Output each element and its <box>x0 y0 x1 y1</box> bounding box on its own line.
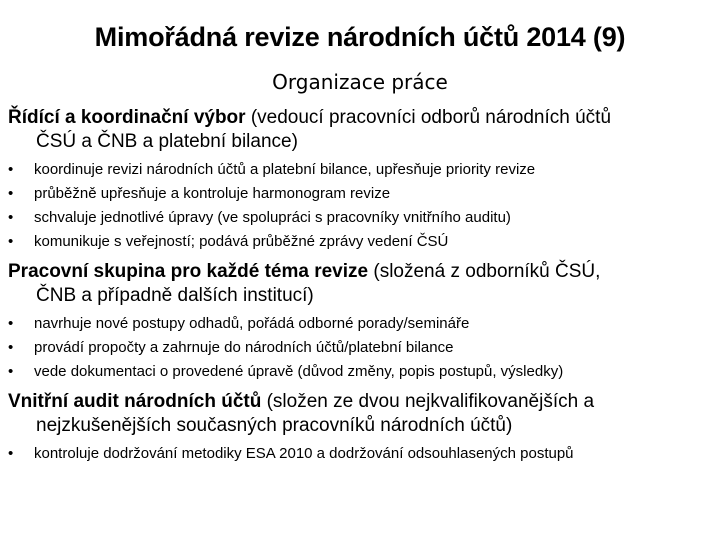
slide-title: Mimořádná revize národních účtů 2014 (9) <box>94 22 626 52</box>
slide-subtitle: Organizace práce <box>272 70 448 94</box>
list-item <box>8 158 714 182</box>
section-internal-audit <box>8 390 714 466</box>
list-item <box>8 442 714 466</box>
bullet-list <box>8 312 714 384</box>
section-heading-bold: Řídící a koordinační výbor <box>8 107 246 128</box>
section-heading-text-line2: nejzkušenějších současných pracovníků národních účtů) <box>36 415 513 436</box>
section-steering-committee <box>8 106 714 254</box>
section-heading-text: (složen ze dvou nejkvalifikovanějších a <box>261 391 595 412</box>
list-item-text: schvaluje jednotlivé úpravy (ve spolupráci s pracovníky vnitřního auditu) <box>34 209 511 226</box>
list-item <box>8 360 714 384</box>
section-heading-bold: Vnitřní audit národních účtů <box>8 391 262 412</box>
bullet-list <box>8 158 714 254</box>
bullet-icon: • <box>8 339 14 356</box>
section-heading <box>8 106 714 154</box>
list-item-text: komunikuje s veřejností; podává průběžné zprávy vedení ČSÚ <box>34 233 449 250</box>
list-item-text: navrhuje nové postupy odhadů, pořádá odborné porady/semináře <box>34 315 470 332</box>
list-item <box>8 336 714 360</box>
section-working-group <box>8 260 714 384</box>
bullet-icon: • <box>8 209 14 226</box>
section-heading-text: (vedoucí pracovníci odborů národních účtů <box>245 107 612 128</box>
list-item-text: vede dokumentaci o provedené úpravě (důvod změny, popis postupů, výsledky) <box>34 363 564 380</box>
section-heading-bold: Pracovní skupina pro každé téma revize <box>8 261 369 282</box>
list-item <box>8 206 714 230</box>
bullet-icon: • <box>8 233 14 250</box>
list-item <box>8 312 714 336</box>
section-heading-text-line2: ČSÚ a ČNB a platební bilance) <box>36 131 298 152</box>
bullet-icon: • <box>8 161 14 178</box>
list-item <box>8 230 714 254</box>
section-heading <box>8 260 714 308</box>
section-heading-text: (složená z odborníků ČSÚ, <box>368 261 601 282</box>
list-item-text: provádí propočty a zahrnuje do národních účtů/platební bilance <box>34 339 454 356</box>
bullet-icon: • <box>8 315 14 332</box>
bullet-icon: • <box>8 363 14 380</box>
bullet-icon: • <box>8 185 14 202</box>
list-item <box>8 182 714 206</box>
list-item-text: průběžně upřesňuje a kontroluje harmonogram revize <box>34 185 391 202</box>
section-heading <box>8 390 714 438</box>
section-heading-text-line2: ČNB a případně dalších institucí) <box>36 285 314 306</box>
bullet-icon: • <box>8 445 14 462</box>
slide-content <box>8 106 714 472</box>
list-item-text: kontroluje dodržování metodiky ESA 2010 a dodržování odsouhlasených postupů <box>34 445 574 462</box>
list-item-text: koordinuje revizi národních účtů a platební bilance, upřesňuje priority revize <box>34 161 536 178</box>
bullet-list <box>8 442 714 466</box>
